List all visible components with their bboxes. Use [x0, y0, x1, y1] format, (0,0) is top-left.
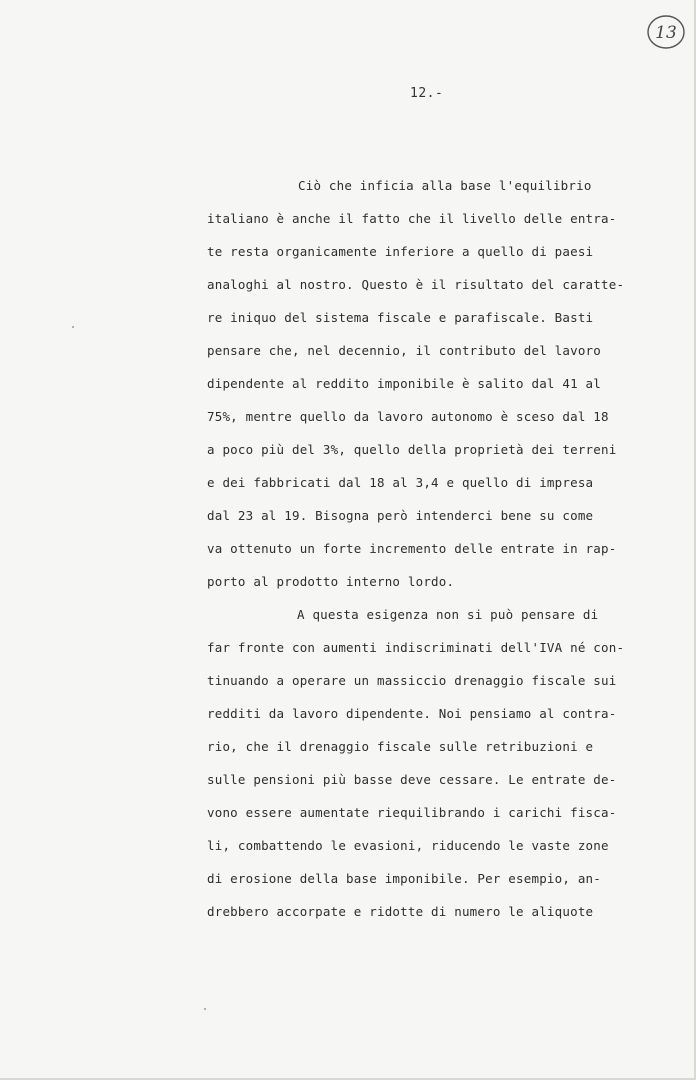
folio-circle-icon	[644, 12, 688, 52]
text-line: dal 23 al 19. Bisogna però intenderci bene su come	[207, 508, 594, 523]
text-line: drebbero accorpate e ridotte di numero le aliquote	[207, 904, 594, 919]
page-number: 12.-	[410, 86, 444, 101]
text-line: va ottenuto un forte incremento delle entrate in rap-	[207, 541, 617, 556]
text-line: analoghi al nostro. Questo è il risultato del caratte-	[207, 277, 625, 292]
text-line: italiano è anche il fatto che il livello delle entra-	[207, 211, 617, 226]
text-line: vono essere aumentate riequilibrando i carichi fisca-	[207, 805, 617, 820]
scan-speck	[204, 1008, 206, 1010]
text-line: 75%, mentre quello da lavoro autonomo è sceso dal 18	[207, 409, 609, 424]
folio-stamp	[644, 12, 688, 52]
text-line: Ciò che inficia alla base l'equilibrio	[298, 178, 592, 193]
text-line: di erosione della base imponibile. Per esempio, an-	[207, 871, 602, 886]
folio-number: 13	[655, 23, 677, 43]
text-line: e dei fabbricati dal 18 al 3,4 e quello di impresa	[207, 475, 594, 490]
text-line: sulle pensioni più basse deve cessare. Le entrate de-	[207, 772, 617, 787]
text-line: te resta organicamente inferiore a quello di paesi	[207, 244, 594, 259]
text-line: redditi da lavoro dipendente. Noi pensiamo al contra-	[207, 706, 617, 721]
text-line: re iniquo del sistema fiscale e parafiscale. Basti	[207, 310, 594, 325]
text-line: porto al prodotto interno lordo.	[207, 574, 455, 589]
text-line: A questa esigenza non si può pensare di	[297, 607, 599, 622]
text-line: dipendente al reddito imponibile è salito dal 41 al	[207, 376, 602, 391]
scan-speck	[72, 326, 74, 328]
text-line: far fronte con aumenti indiscriminati dell'IVA né con-	[207, 640, 625, 655]
text-line: li, combattendo le evasioni, riducendo le vaste zone	[207, 838, 609, 853]
text-line: tinuando a operare un massiccio drenaggio fiscale sui	[207, 673, 617, 688]
text-line: pensare che, nel decennio, il contributo del lavoro	[207, 343, 602, 358]
text-line: a poco più del 3%, quello della proprietà dei terreni	[207, 442, 617, 457]
text-line: rio, che il drenaggio fiscale sulle retribuzioni e	[207, 739, 594, 754]
